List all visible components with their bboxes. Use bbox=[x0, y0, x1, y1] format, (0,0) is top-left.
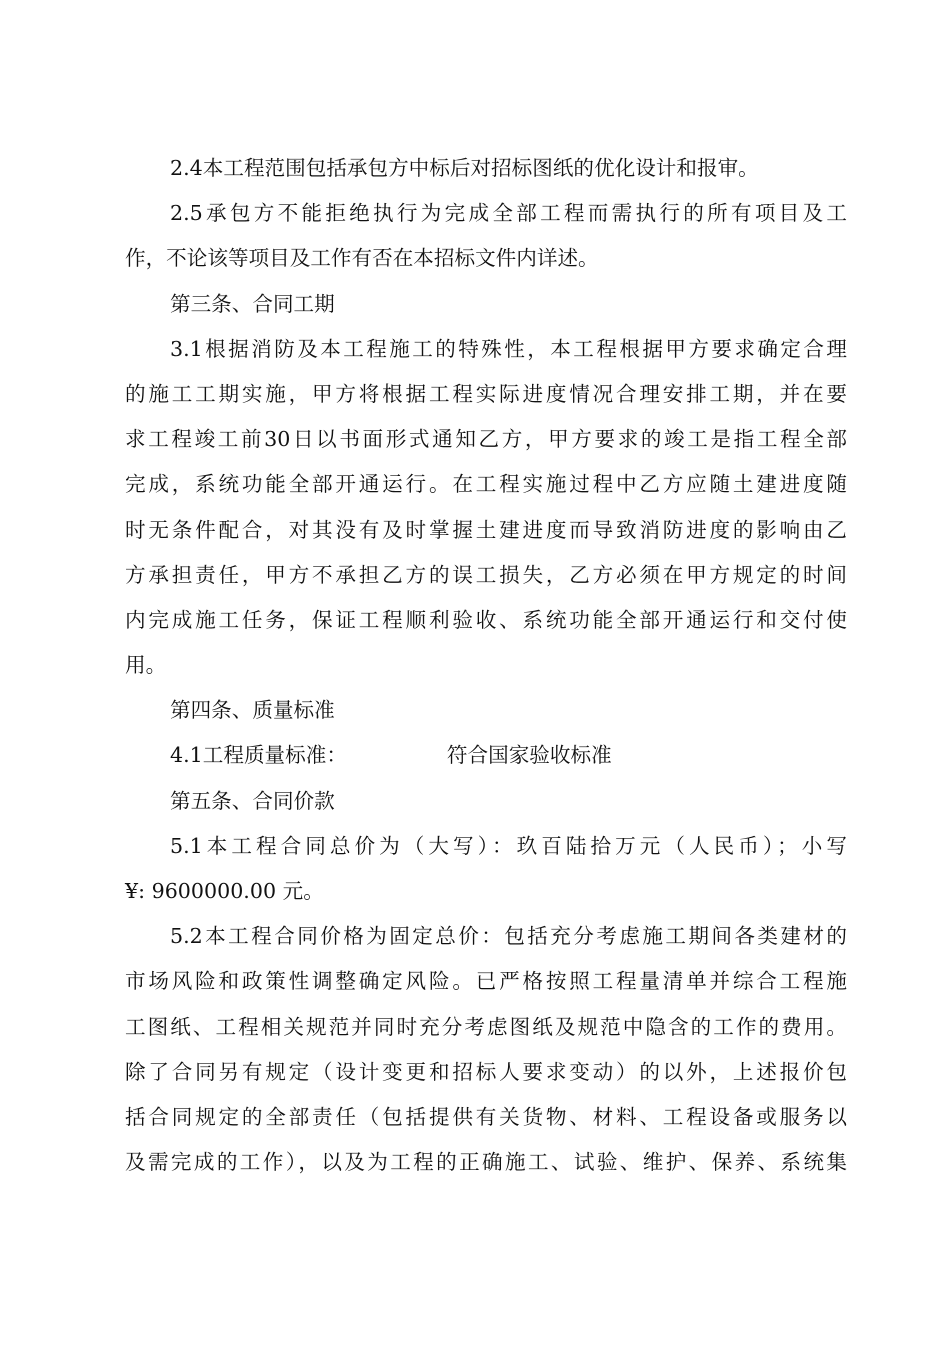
clause-5-2-line-6: 及需完成的工作），以及为工程的正确施工、试验、维护、保养、系统集 bbox=[125, 1150, 847, 1175]
clause-5-2-line-3: 工图纸、工程相关规范并同时充分考虑图纸及规范中隐含的工作的费用。 bbox=[125, 1014, 847, 1039]
clause-5-2-line-4: 除了合同另有规定（设计变更和招标人要求变动）的以外，上述报价包 bbox=[125, 1059, 847, 1084]
clause-3-1-line-2: 的施工工期实施，甲方将根据工程实际进度情况合理安排工期，并在要 bbox=[125, 381, 847, 406]
clause-5-2-line-1: 5.2本工程合同价格为固定总价：包括充分考虑施工期间各类建材的 bbox=[170, 924, 847, 949]
quality-standard-value: 符合国家验收标准 bbox=[446, 743, 612, 768]
clause-2-4-line: 2.4本工程范围包括承包方中标后对招标图纸的优化设计和报审。 bbox=[170, 156, 759, 180]
clause-4-1-line bbox=[125, 733, 847, 778]
clause-3-1-line-4: 完成，系统功能全部开通运行。在工程实施过程中乙方应随土建进度随 bbox=[125, 472, 847, 497]
clause-3-1-line-5: 时无条件配合，对其没有及时掌握土建进度而导致消防进度的影响由乙 bbox=[125, 517, 847, 542]
document-body bbox=[125, 146, 847, 1185]
clause-5-1-line-2: ¥: 9600000.00 元。 bbox=[125, 879, 324, 903]
clause-5-2-line-2: 市场风险和政策性调整确定风险。已严格按照工程量清单并综合工程施 bbox=[125, 969, 847, 994]
clause-3-1-line-8: 用。 bbox=[125, 653, 167, 678]
article-3-heading: 第三条、合同工期 bbox=[170, 291, 335, 316]
quality-standard-label: 4.1工程质量标准： bbox=[170, 743, 347, 768]
article-4-heading: 第四条、质量标准 bbox=[170, 698, 335, 723]
clause-3-1-line-7: 内完成施工任务，保证工程顺利验收、系统功能全部开通运行和交付使 bbox=[125, 607, 847, 632]
clause-3-1-line-6: 方承担责任，甲方不承担乙方的误工损失，乙方必须在甲方规定的时间 bbox=[125, 562, 847, 587]
clause-3-1-line-1: 3.1根据消防及本工程施工的特殊性，本工程根据甲方要求确定合理 bbox=[170, 336, 847, 361]
clause-2-5-line-1: 2.5承包方不能拒绝执行为完成全部工程而需执行的所有项目及工 bbox=[170, 201, 847, 226]
clause-2-5-line-2: 作，不论该等项目及工作有否在本招标文件内详述。 bbox=[125, 246, 599, 271]
clause-3-1-line-3: 求工程竣工前30日以书面形式通知乙方，甲方要求的竣工是指工程全部 bbox=[125, 427, 847, 452]
clause-5-2-line-5: 括合同规定的全部责任（包括提供有关货物、材料、工程设备或服务以 bbox=[125, 1104, 847, 1129]
clause-5-1-line-1: 5.1本工程合同总价为（大写）：玖百陆拾万元（人民币）；小写 bbox=[170, 833, 847, 858]
article-5-heading: 第五条、合同价款 bbox=[170, 788, 335, 813]
